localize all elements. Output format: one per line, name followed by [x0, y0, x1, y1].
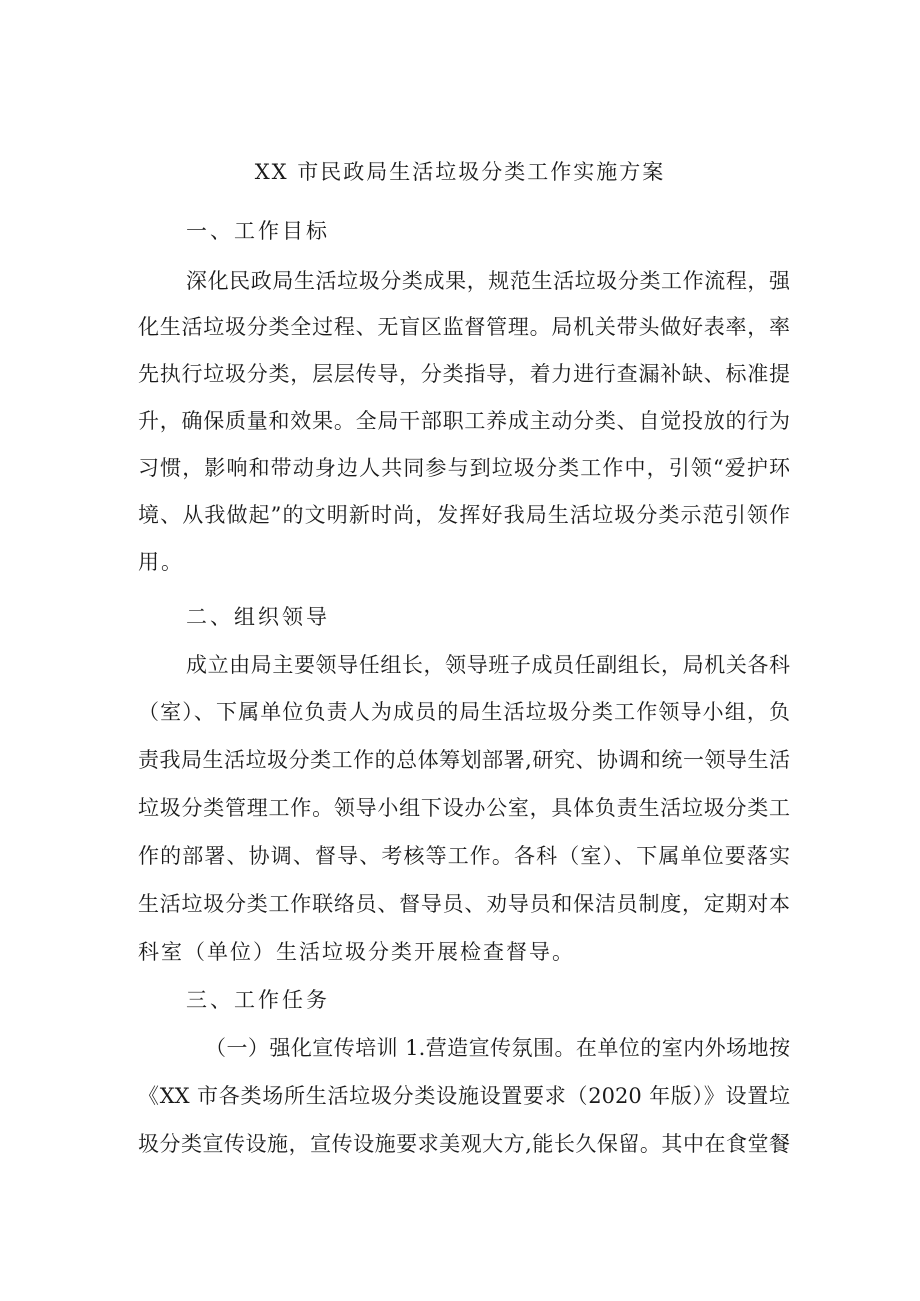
paragraph-line: 习惯，影响和带动身边人共同参与到垃圾分类工作中，引领“爱护环	[138, 456, 790, 480]
paragraph-line: 化生活垃圾分类全过程、无盲区监督管理。局机关带头做好表率，率	[138, 315, 790, 339]
paragraph-line: 责我局生活垃圾分类工作的总体筹划部署,研究、协调和统一领导生活	[138, 748, 790, 772]
paragraph-line: 用。	[138, 550, 184, 574]
paragraph-line: 圾分类宣传设施，宣传设施要求美观大方,能长久保留。其中在食堂餐	[138, 1132, 790, 1156]
section-heading-tasks: 三、工作任务	[186, 988, 330, 1012]
paragraph-line: 成立由局主要领导任组长，领导班子成员任副组长，局机关各科	[186, 653, 790, 677]
paragraph-line: 深化民政局生活垃圾分类成果，规范生活垃圾分类工作流程，强	[186, 269, 790, 293]
section-heading-organization: 二、组织领导	[186, 605, 330, 629]
paragraph-line: （一）强化宣传培训 1.营造宣传氛围。在单位的室内外场地按	[205, 1036, 790, 1060]
paragraph-line: 《XX 市各类场所生活垃圾分类设施设置要求（2020 年版）》设置垃	[138, 1084, 790, 1108]
paragraph-line: 科室（单位）生活垃圾分类开展检查督导。	[138, 940, 575, 964]
paragraph-line: （室）、下属单位负责人为成员的局生活垃圾分类工作领导小组，负	[138, 700, 790, 724]
paragraph-line: 作的部署、协调、督导、考核等工作。各科（室）、下属单位要落实	[138, 844, 790, 868]
paragraph-line: 境、从我做起”的文明新时尚，发挥好我局生活垃圾分类示范引领作	[138, 503, 790, 527]
paragraph-line: 升，确保质量和效果。全局干部职工养成主动分类、自觉投放的行为	[138, 409, 790, 433]
paragraph-line: 生活垃圾分类工作联络员、督导员、劝导员和保洁员制度，定期对本	[138, 892, 790, 916]
document-title: XX 市民政局生活垃圾分类工作实施方案	[254, 160, 666, 184]
section-heading-goals: 一、工作目标	[186, 219, 330, 243]
paragraph-line: 垃圾分类管理工作。领导小组下设办公室，具体负责生活垃圾分类工	[138, 796, 790, 820]
paragraph-line: 先执行垃圾分类，层层传导，分类指导，着力进行查漏补缺、标准提	[138, 362, 790, 386]
